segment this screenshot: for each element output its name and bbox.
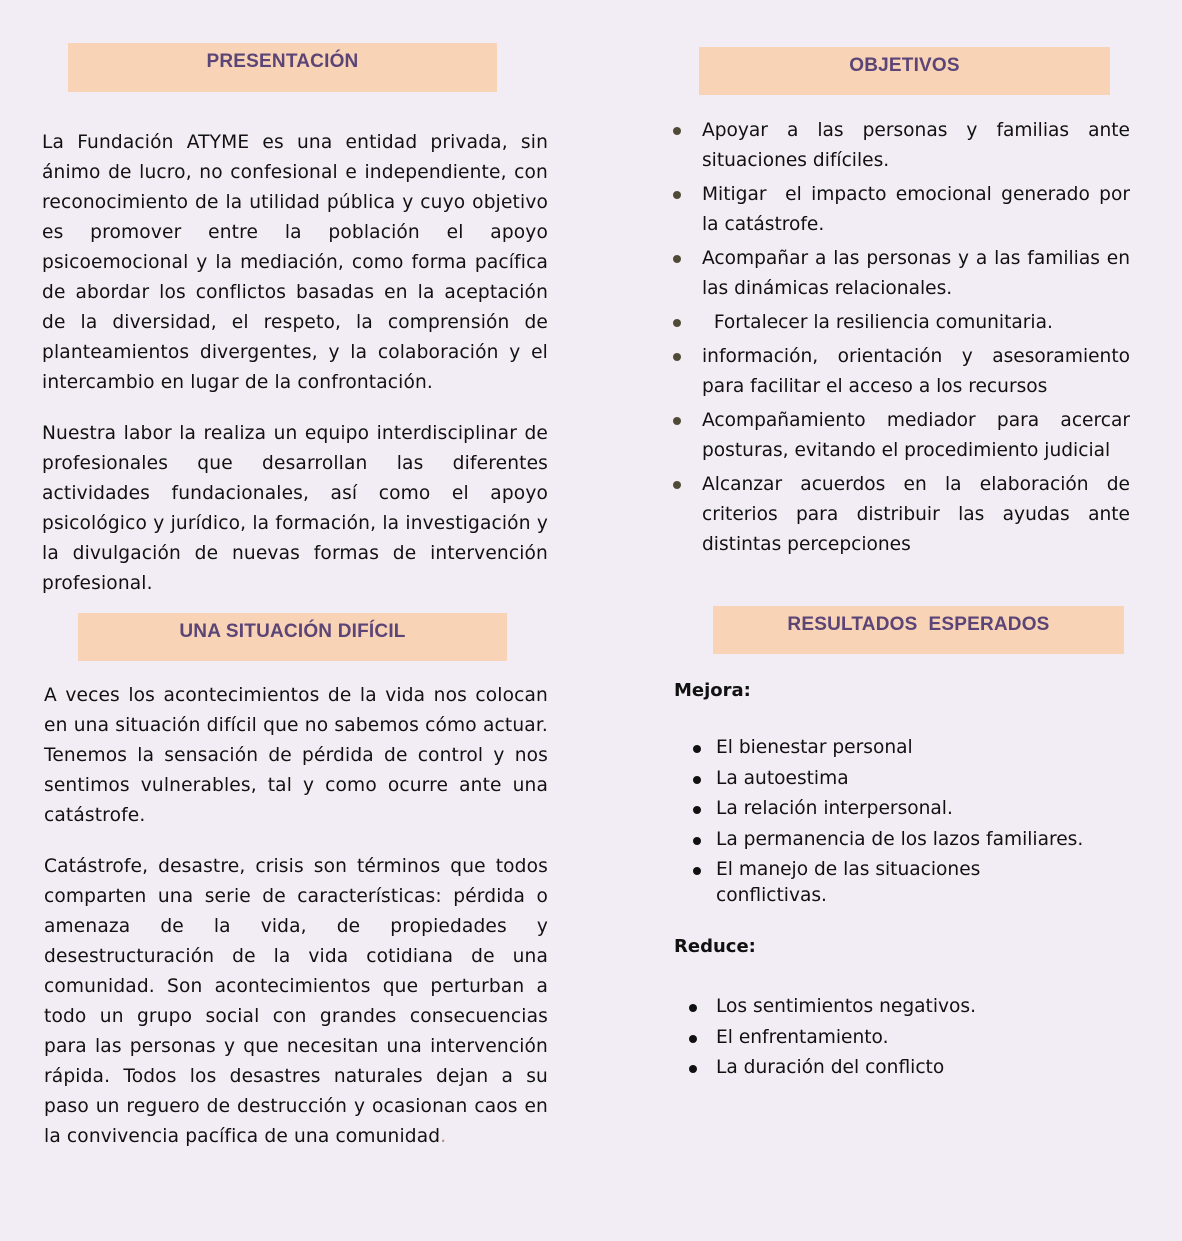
bullet-icon (673, 417, 681, 425)
list-item-text: Apoyar a las personas y familias ante situaciones difíciles. (702, 120, 1130, 171)
list-item (672, 406, 1130, 466)
objetivos-list (672, 116, 1136, 564)
list-item (674, 994, 1114, 1020)
list-item (688, 857, 986, 909)
list-item (674, 1055, 1114, 1081)
list-item-text: Alcanzar acuerdos en la elaboración de criterios para distribuir las ayudas ante distintas percepciones (702, 474, 1130, 555)
situacion-paragraph-2 (44, 852, 548, 1152)
list-item (688, 766, 1108, 792)
objetivos-header (699, 47, 1110, 95)
list-item-text: El enfrentamiento. (716, 1026, 889, 1048)
list-item (688, 796, 1108, 822)
list-item-text: La autoestima (716, 767, 849, 789)
situacion-paragraph-1: A veces los acontecimientos de la vida nos colocan en una situación difícil que no sabemos cómo actuar. Tenemos la sensación de pérdida de control y nos sentimos vulnerables, tal y como ocurre ante una catástrofe. (44, 685, 548, 826)
situacion-title: UNA SITUACIÓN DIFÍCIL (179, 621, 406, 642)
list-item-text: información, orientación y asesoramiento para facilitar el acceso a los recursos (702, 346, 1130, 397)
trailing-mark: . (440, 1126, 447, 1147)
list-item-text: La relación interpersonal. (716, 798, 953, 819)
situacion-header (78, 613, 507, 661)
list-item-text: Acompañamiento mediador para acercar posturas, evitando el procedimiento judicial (702, 410, 1130, 461)
bullet-icon (693, 806, 701, 814)
bullet-icon (689, 1004, 697, 1012)
presentacion-paragraph-2: Nuestra labor la realiza un equipo interdisciplinar de profesionales que desarrollan las diferentes actividades fundacionales, así como el apoyo psicológico y jurídico, la formación, la investigación y la divulgación de nuevas formas de intervención profesional. (42, 423, 548, 594)
list-item-text: Acompañar a las personas y a las familias en las dinámicas relacionales. (702, 248, 1130, 299)
bullet-icon (673, 127, 681, 135)
presentacion-title: PRESENTACIÓN (206, 51, 359, 72)
bullet-icon (673, 319, 681, 327)
bullet-icon (673, 191, 681, 199)
list-item (672, 470, 1130, 560)
objetivos-title: OBJETIVOS (849, 55, 960, 76)
list-item-text: La duración del conflicto (716, 1057, 945, 1078)
bullet-icon (693, 837, 701, 845)
resultados-title: RESULTADOS ESPERADOS (787, 614, 1050, 635)
resultados-header (713, 606, 1124, 654)
bullet-icon (693, 745, 701, 753)
reduce-label: Reduce: (674, 936, 756, 957)
bullet-icon (673, 255, 681, 263)
presentacion-paragraph-1: La Fundación ATYME es una entidad privada, sin ánimo de lucro, no confesional e independiente, con reconocimiento de la utilidad pública y cuyo objetivo es promover entre la población el apoyo psicoemocional y la mediación, como forma pacífica de abordar los conflictos basadas en la aceptación de la diversidad, el respeto, la comprensión de planteamientos divergentes, y la colaboración y el intercambio en lugar de la confrontación. (42, 132, 548, 393)
situacion-paragraph-2-text: Catástrofe, desastre, crisis son términos que todos comparten una serie de características: pérdida o amenaza de la vida, de propiedades y desestructuración de la vida cotidiana de una comunidad. Son acontecimientos que perturban a todo un grupo social con grandes consecuencias para las personas y que necesitan una intervención rápida. Todos los desastres naturales dejan a su paso un reguero de destrucción y ocasionan caos en la convivencia pacífica de una comunidad (44, 856, 548, 1147)
mejora-label: Mejora: (674, 680, 751, 701)
list-item-text: Los sentimientos negativos. (716, 996, 976, 1017)
bullet-icon (689, 1065, 697, 1073)
bullet-icon (673, 353, 681, 361)
list-item (674, 1025, 1114, 1051)
list-item (688, 735, 1108, 761)
bullet-icon (689, 1035, 697, 1043)
reduce-list (674, 994, 1114, 1086)
list-item-text: Mitigar el impacto emocional generado por la catástrofe. (702, 184, 1136, 235)
bullet-icon (693, 776, 701, 784)
mejora-list (688, 735, 1108, 914)
list-item (672, 342, 1130, 402)
list-item (672, 244, 1130, 304)
list-item-text: La permanencia de los lazos familiares. (716, 828, 1084, 850)
list-item-text: El bienestar personal (716, 737, 913, 758)
list-item (672, 180, 1136, 240)
bullet-icon (673, 481, 681, 489)
list-item-text: Fortalecer la resiliencia comunitaria. (702, 312, 1053, 333)
list-item (672, 308, 1130, 338)
list-item (672, 116, 1130, 176)
bullet-icon (693, 867, 701, 875)
list-item-text: El manejo de las situaciones conflictivas. (716, 859, 981, 906)
list-item (688, 827, 1108, 853)
presentacion-header (68, 43, 497, 92)
